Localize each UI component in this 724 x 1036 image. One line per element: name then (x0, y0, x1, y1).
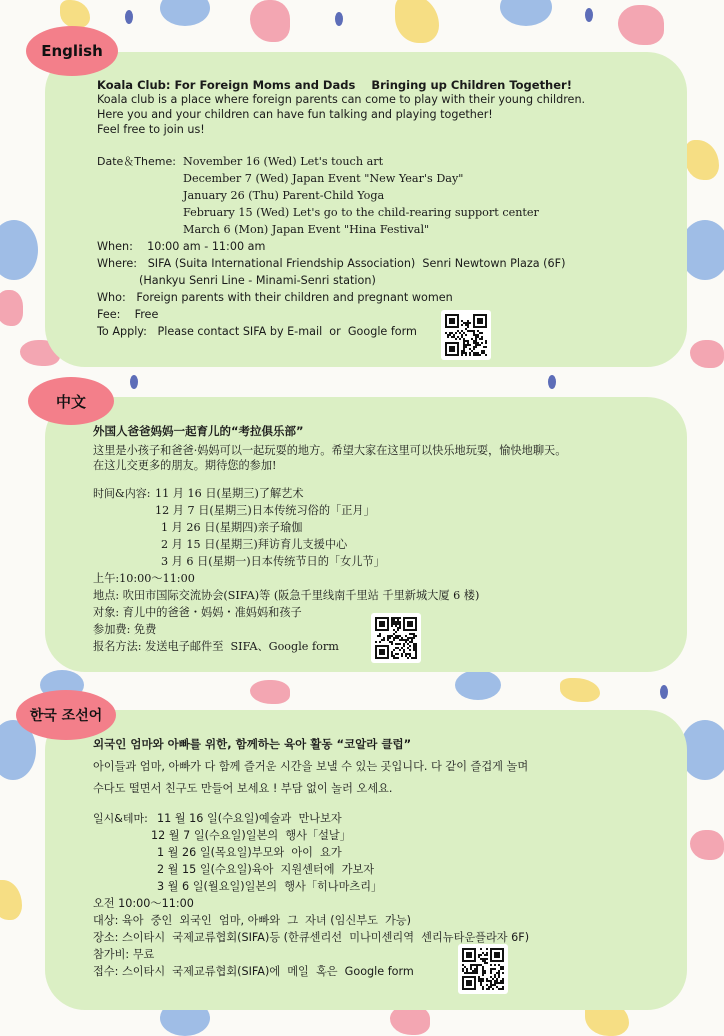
bird-illustration (690, 830, 724, 860)
korean-fee: 참가비: 무료 (93, 948, 155, 961)
english-intro-line: Koala club is a place where foreign parents can come to play with their young children. (97, 93, 586, 106)
chinese-time: 上午:10:00～11:00 (93, 572, 195, 585)
bird-illustration (690, 340, 724, 368)
chinese-intro-line: 在这儿交更多的朋友。期待您的参加! (93, 459, 277, 472)
leaf-illustration (125, 10, 133, 24)
korean-apply: 접수: 스이타시 국제교류협회(SIFA)에 메일 혹은 Google form (93, 965, 414, 978)
english-date-label: Date＆Theme: (97, 155, 176, 168)
qr-pattern (458, 944, 508, 994)
chinese-target: 对象: 育儿中的爸爸・妈妈・准妈妈和孩子 (93, 606, 302, 619)
schedule-item: 12 월 7 일(수요일)일본의 행사「설날」 (151, 829, 351, 842)
english-where-station: (Hankyu Senri Line - Minami-Senri station) (139, 274, 376, 287)
schedule-item: 1 월 26 일(목요일)부모와 아이 요가 (157, 846, 342, 859)
korean-time: 오전 10:00～11:00 (93, 897, 194, 910)
bird-illustration (618, 5, 664, 45)
schedule-item: 2 月 15 日(星期三)拜访育儿支援中心 (161, 538, 348, 551)
schedule-item: 3 月 6 日(星期一)日本传统节日的「女儿节」 (161, 555, 385, 568)
qr-pattern (441, 310, 491, 360)
schedule-item: December 7 (Wed) Japan Event "New Year's Day" (183, 172, 464, 185)
english-intro-line: Feel free to join us! (97, 123, 205, 136)
qr-code[interactable] (441, 310, 491, 360)
leaf-illustration (660, 685, 668, 699)
korean-section (45, 710, 687, 1010)
koala-illustration (0, 220, 38, 280)
bird-illustration (250, 680, 290, 704)
korean-language-tag: 한국 조선어 (16, 690, 116, 740)
schedule-item: 2 월 15 일(수요일)육아 지원센터에 가보자 (157, 863, 375, 876)
qr-code[interactable] (458, 944, 508, 994)
chinese-section (45, 397, 687, 672)
bird-illustration (250, 0, 290, 42)
bird-illustration (685, 140, 719, 180)
english-who: Who: Foreign parents with their children and pregnant women (97, 291, 453, 304)
bird-illustration (560, 678, 600, 702)
english-title: Koala Club: For Foreign Moms and Dads Bringing up Children Together! (97, 78, 572, 92)
chinese-date-label: 时间&内容: (93, 487, 151, 500)
korean-place: 장소: 스이타시 국제교류협회(SIFA)등 (한큐센리선 미나미센리역 센리뉴타운플라자 6F) (93, 931, 530, 944)
chinese-apply: 报名方法: 发送电子邮件至 SIFA、Google form (93, 640, 339, 653)
bird-illustration (60, 0, 90, 28)
chinese-place: 地点: 吹田市国际交流协会(SIFA)等 (阪急千里线南千里站 千里新城大厦 6 楼) (93, 589, 480, 602)
korean-intro-line: 아이들과 엄마, 아빠가 다 함께 즐거운 시간을 보낼 수 있는 곳입니다. 다 같이 즐겁게 놀며 (93, 760, 529, 773)
korean-intro-line: 수다도 떨면서 친구도 만들어 보세요 ! 부담 없이 놀러 오세요. (93, 782, 393, 795)
koala-illustration (500, 0, 552, 26)
leaf-illustration (130, 375, 138, 389)
english-intro-line: Here you and your children can have fun talking and playing together! (97, 108, 493, 121)
bird-illustration (395, 0, 439, 43)
schedule-item: January 26 (Thu) Parent-Child Yoga (183, 189, 385, 202)
korean-date-label: 일시&테마: (93, 812, 148, 825)
schedule-item: November 16 (Wed) Let's touch art (183, 155, 384, 168)
qr-pattern (371, 613, 421, 663)
koala-illustration (455, 670, 501, 700)
korean-title: 외국인 엄마와 아빠를 위한, 함께하는 육아 활동 “코알라 클럽” (93, 737, 412, 751)
english-language-tag: English (26, 26, 118, 76)
schedule-item: 3 월 6 일(월요일)일본의 행사「히나마츠리」 (157, 880, 383, 893)
english-apply: To Apply: Please contact SIFA by E-mail or Google form (97, 325, 417, 338)
english-where: Where: SIFA (Suita International Friendship Association) Senri Newtown Plaza (6F) (97, 257, 566, 270)
chinese-intro-line: 这里是小孩子和爸爸·妈妈可以一起玩耍的地方。希望大家在这里可以快乐地玩耍，愉快地聊天。 (93, 444, 567, 457)
bird-illustration (0, 290, 23, 326)
schedule-item: March 6 (Mon) Japan Event "Hina Festival" (183, 223, 430, 236)
english-section (45, 52, 687, 367)
schedule-item: 11 月 16 日(星期三)了解艺术 (155, 487, 304, 500)
english-when: When: 10:00 am - 11:00 am (97, 240, 266, 253)
schedule-item: 12 月 7 日(星期三)日本传统习俗的「正月」 (155, 504, 375, 517)
chinese-title: 外国人爸爸妈妈一起育儿的“考拉俱乐部” (93, 424, 304, 438)
leaf-illustration (335, 12, 343, 26)
chinese-language-tag: 中文 (28, 377, 114, 425)
qr-code[interactable] (371, 613, 421, 663)
leaf-illustration (548, 375, 556, 389)
english-fee: Fee: Free (97, 308, 159, 321)
korean-target: 대상: 육아 중인 외국인 엄마, 아빠와 그 자녀 (임신부도 가능) (93, 914, 411, 927)
schedule-item: 1 月 26 日(星期四)亲子瑜伽 (161, 521, 303, 534)
bird-illustration (0, 880, 22, 920)
chinese-fee: 参加费: 免费 (93, 623, 157, 636)
schedule-item: 11 월 16 일(수요일)예술과 만나보자 (157, 812, 342, 825)
koala-illustration (160, 0, 210, 26)
schedule-item: February 15 (Wed) Let's go to the child-rearing support center (183, 206, 539, 219)
leaf-illustration (585, 8, 593, 22)
